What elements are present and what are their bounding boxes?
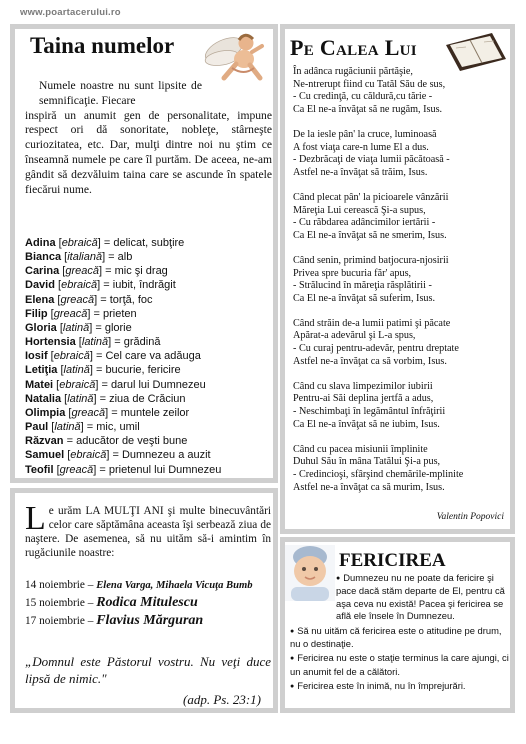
fericirea-list [290,572,510,696]
poem-line: Când cu pacea misiunii împlinite [293,443,428,455]
bullet-icon: ● [290,655,295,663]
poem-stanza [293,192,510,242]
name-origin: latină [81,336,109,349]
name-origin: ebraică [59,378,96,391]
name-meaning: iubit, îndrăgit [112,279,176,292]
name-word: Teofil [25,463,54,476]
birthday-date: 15 noiembrie – [25,597,97,609]
name-word: Natalia [25,392,62,405]
pe-calea-title: Pe Calea Lui [290,35,417,60]
poem-line: - Neschimbaţi în legământul înfrăţirii [293,406,446,418]
poem-stanza [293,129,510,179]
poem-line: Apărat-a adevărul şi L-a spus, [293,330,416,342]
pe-calea-panel [285,29,510,529]
name-meaning: alb [117,251,133,264]
bullet-text: Dumnezeu nu ne poate da fericire şi pace dacă stăm departe de El, pentru că aşa ceva nu există! Pacea şi fericirea se află ele însele în Dumnezeu. [336,572,505,622]
name-row: Hortensia [latină] = grădină [25,336,161,349]
names-list [25,236,273,478]
name-word: Hortensia [25,336,76,349]
name-row: Adina [ebraică] = delicat, subţire [25,237,185,249]
fericirea-bullet [290,652,510,678]
poem-stanza [293,444,510,494]
poem-line: - Cu curaj pentru-adevăr, pentru dreptate [293,343,459,355]
poem-line: Astfel ne-a învăţat să trăim, Isus. [293,166,428,178]
name-row: Letiţia [latină] = bucurie, fericire [25,364,181,377]
name-origin: greacă [71,406,106,419]
name-meaning: glorie [104,321,132,334]
taina-panel [15,29,273,478]
taina-title: Taina numelor [30,33,175,58]
name-word: Matei [25,378,54,391]
name-meaning: darul lui Dumnezeu [110,378,206,391]
name-row: Răzvan = aducător de veşti bune [25,435,188,448]
birthday-intro-a: e urăm [48,505,86,517]
poem-line: - Dezbrăcaţi de viaţa lumii păcătoasă - [293,154,450,166]
name-meaning: prietenul lui Dumnezeu [108,463,222,476]
poem-line: Ca El ne-a învăţat să ne smerim, Isus. [293,229,447,241]
name-row: Matei [ebraică] = darul lui Dumnezeu [25,378,206,391]
poem-line: Ca El ne-a învăţat să ne iubim, Isus. [293,418,440,430]
poem-line: A fost viaţa care-n lume El a dus. [293,141,429,153]
name-origin: greacă [60,293,95,306]
name-meaning: prieten [102,307,137,320]
name-meaning: mic şi drag [114,265,168,278]
poem-line: Ca El ne-a învăţat să ne rugăm, Isus. [293,103,443,115]
poem-line: Când plecat pân' la picioarele vânzării [293,191,449,203]
poem-line: De la iesle pân' la cruce, luminoasă [293,128,437,140]
poem-line: Privea spre bucuria făr' apus, [293,267,412,279]
poem-stanza [293,255,510,305]
name-meaning: torţă, foc [109,293,153,306]
name-row: David [ebraică] = iubit, îndrăgit [25,279,176,292]
name-word: Răzvan [25,435,64,448]
poem-line: În adânca rugăciunii părtăşie, [293,66,413,77]
name-row: Elena [greacă] = torţă, foc [25,293,153,306]
name-meaning: muntele zeilor [120,406,190,419]
bullet-text: Fericirea nu este o staţie terminus la care ajungi, ci un anumit fel de a călători. [290,652,509,677]
poem-stanza [293,318,510,368]
poem-stanza [293,66,510,116]
name-row: Iosif [ebraică] = Cel care va adăuga [25,350,201,363]
name-row: Samuel [ebraică] = Dumnezeu a auzit [25,449,211,462]
name-row: Filip [greacă] = prieten [25,307,137,320]
poem-line: - Strălucind în măreţia răsplătirii - [293,280,432,292]
name-word: Elena [25,293,55,306]
angel-illustration [202,29,268,86]
name-origin: ebraică [61,279,98,292]
poem-line: Astfel ne-a învăţat ca să vorbim, Isus. [293,355,447,367]
name-row: Carina [greacă] = mic şi drag [25,265,168,278]
name-row: Paul [latină] = mic, umil [25,421,140,434]
name-word: Olimpia [25,406,66,419]
birthday-row [25,594,273,612]
drop-cap: L [25,500,46,537]
name-origin: latină [63,364,90,377]
name-meaning: aducător de veşti bune [76,435,188,448]
poem-author: Valentin Popovici [436,512,504,522]
birthday-names: Rodica Mitulescu [96,595,198,610]
name-meaning: grădină [123,336,161,349]
birthday-row [25,577,273,594]
name-meaning: delicat, subţire [113,237,185,249]
poem-line: Pentru-ai Săi deplina jertfă a adus, [293,393,434,405]
name-origin: latină [54,421,81,434]
name-meaning: Cel care va adăuga [105,350,201,363]
name-row: Natalia [latină] = ziua de Crăciun [25,392,186,405]
name-row: Bianca [italiană] = alb [25,251,133,264]
birthday-intro [25,500,271,561]
birthday-date: 17 noiembrie – [25,615,97,627]
bullet-text: Fericirea este în inimă, nu în împrejurări. [297,680,466,692]
name-word: David [25,279,55,292]
poem-line: Când străin de-a lumii patimi şi păcate [293,317,451,329]
name-row [25,477,273,478]
poem-line: Când senin, primind batjocura-njosirii [293,254,449,266]
name-origin: ebraică [53,350,90,363]
bullet-icon: ● [336,575,341,582]
name-origin: greacă [65,265,100,278]
birthday-names: Elena Varga, Mihaela Vicuţa Bumb [96,580,253,591]
name-origin: ebraică [70,449,107,462]
name-word: Gloria [25,321,57,334]
bullet-icon: ● [290,683,295,691]
name-word: Filip [25,307,48,320]
name-word: Samuel [25,449,65,462]
fericirea-title: FERICIREA [339,550,446,571]
name-meaning: ziua de Crăciun [109,392,186,405]
poem-stanza [293,381,510,431]
poem-line: Ne-ntrerupt fiind cu Tatăl Său de sus, [293,78,446,90]
name-origin: latină [62,321,90,334]
bullet-icon: ● [290,627,295,635]
fericirea-panel [285,542,510,708]
poem-line: Când cu slava limpezimilor iubirii [293,380,433,392]
poem [293,66,510,507]
name-meaning: Dumnezeu a auzit [121,449,211,462]
site-url: www.poartacerului.ro [20,7,121,18]
poem-line: - Credincioşi, sfârşind chemările-mplinite [293,469,464,480]
poem-line: - Cu răbdarea adâncimilor iertării - [293,217,436,229]
name-word: Iosif [25,350,48,363]
name-origin: ebraică [61,237,98,249]
name-word: Bianca [25,251,62,264]
multi-ani-panel [15,493,273,708]
poem-line: - Cu credinţă, cu căldură,cu tărie - [293,91,433,103]
poem-line: Astfel ne-a învăţat ca să murim, Isus. [293,481,445,493]
name-row: Gloria [latină] = glorie [25,321,132,334]
poem-line: Măreţia Lui cerească Şi-a supus, [293,204,426,216]
birthday-row [25,612,273,630]
la-multi-ani-highlight: LA MULŢI ANI [85,505,164,517]
name-origin: latină [67,392,94,405]
taina-intro [25,79,272,197]
birthday-names: Flavius Mărguran [96,613,204,628]
fericirea-bullet [290,625,510,651]
name-word: Adina [25,237,56,249]
fericirea-bullet [290,572,510,623]
fericirea-bullet [290,680,510,693]
name-row: Teofil [greacă] = prietenul lui Dumnezeu [25,463,222,476]
birthday-list [25,577,273,630]
name-row: Olimpia [greacă] = muntele zeilor [25,406,190,419]
bullet-text: Să nu uităm că fericirea este o atitudine pe drum, nu o destinaţie. [290,624,502,650]
name-origin: italiană [67,251,103,264]
taina-intro-first-line: Numele noastre nu sunt lipsite de semnificaţie. Fiecare [39,79,202,107]
name-meaning: mic, umil [96,421,140,434]
name-origin: greacă [53,307,88,320]
poem-line: Ca El ne-a învăţat să suferim, Isus. [293,292,436,304]
name-word: Carina [25,265,60,278]
bible-quote: „Domnul este Păstorul vostru. Nu veţi duce lipsă de nimic." [25,654,271,686]
name-origin: greacă [59,463,94,476]
birthday-date: 14 noiembrie – [25,579,97,591]
quote-reference: (adp. Ps. 23:1) [183,692,261,707]
birthday-intro-b: şi multe binecuvântări celor care săptămâna aceasta îşi serbează ziua de naştere. De asemenea, să nu uităm să-i amintim în rugăciunile noastre: [25,505,271,559]
name-meaning: bucurie, fericire [105,364,181,377]
poem-line: Duhul Său în mâna Tatălui Şi-a pus, [293,456,441,468]
name-word: Paul [25,421,49,434]
name-word: Letiţia [25,364,58,377]
taina-intro-rest: inspiră un anumit gen de personalitate, impune respect ori dă sonoritate, nobleţe, stârneşte curiozitatea, etc. Dar, mulţi dintre noi nu ştim ce înseamnă numele pe care îl purtăm. De aceea, ne-am gândit să dezvăluim taina care se ascunde în spatele fiecărui nume. [25,108,272,196]
